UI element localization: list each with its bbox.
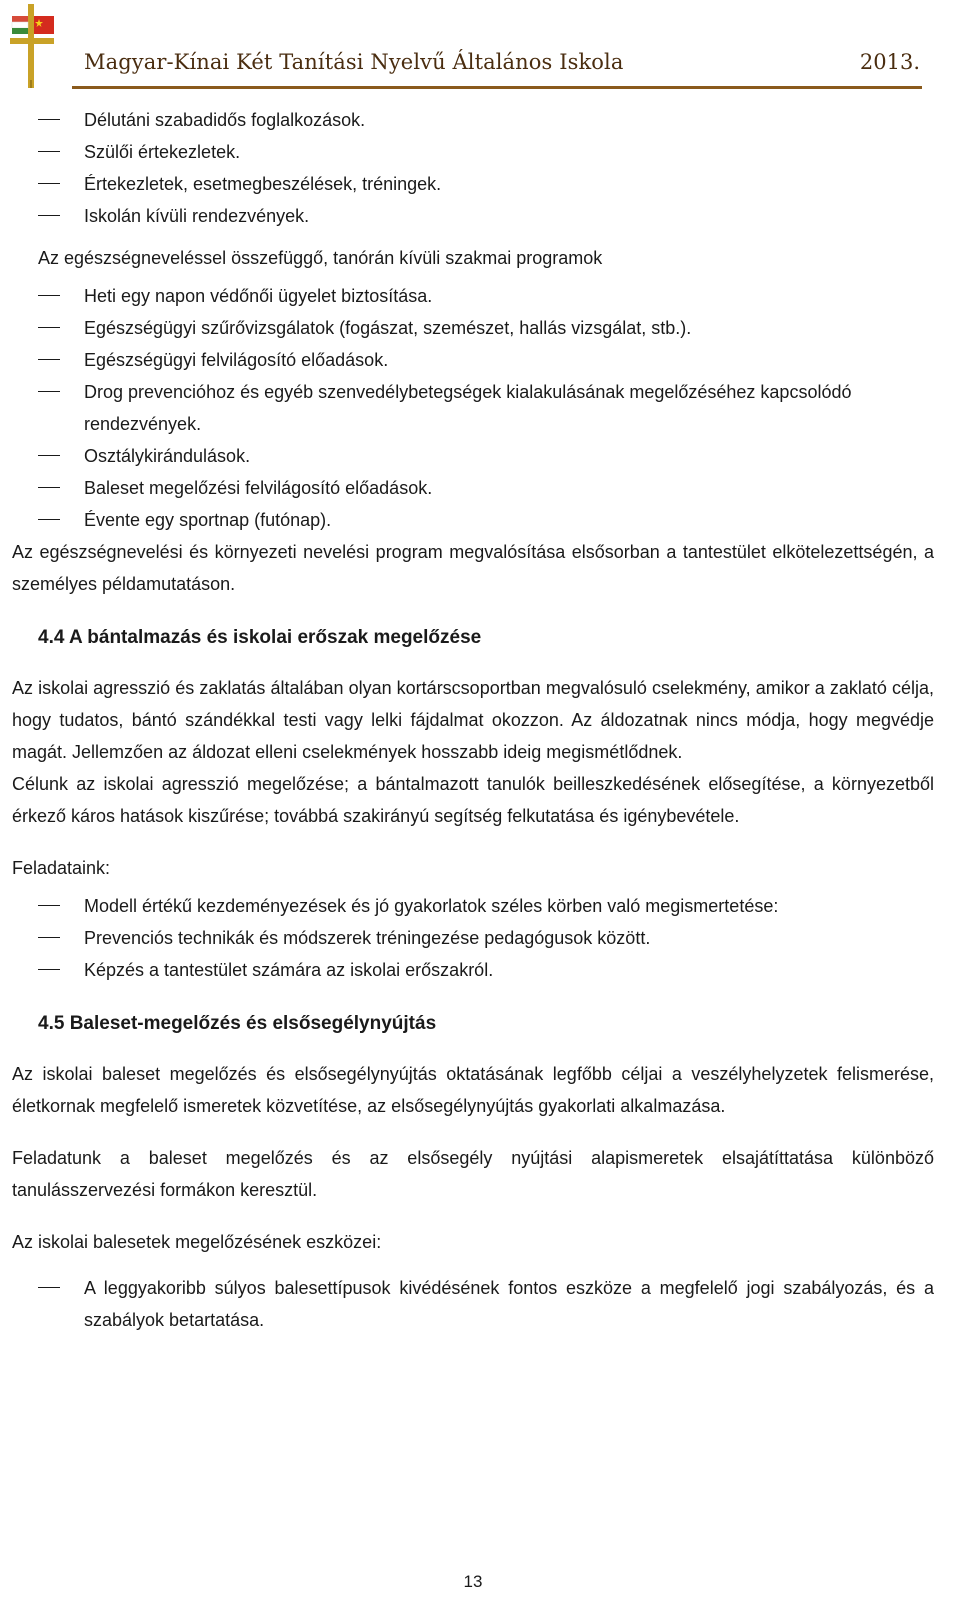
list-item: Délutáni szabadidős foglalkozások. [12, 104, 934, 136]
section-heading-4-5: 4.5 Baleset-megelőzés és elsősegélynyújtás [38, 1013, 437, 1034]
tasks-label: Feladataink: [12, 858, 111, 878]
dash-bullet-icon [38, 295, 60, 296]
page-number: 13 [463, 1572, 483, 1591]
list-item: Egészségügyi felvilágosító előadások. [12, 344, 934, 376]
dash-bullet-icon [38, 119, 60, 120]
dash-bullet-icon [38, 183, 60, 184]
list-item: Egészségügyi szűrővizsgálatok (fogászat, szemészet, hallás vizsgálat, stb.). [12, 312, 934, 344]
list-item: Modell értékű kezdeményezések és jó gyakorlatok széles körben való megismertetése: [12, 890, 934, 922]
dash-bullet-icon [38, 1287, 60, 1288]
paragraph: Célunk az iskolai agresszió megelőzése; a bántalmazott tanulók beilleszkedésének elősegítése, a környezetből érkező káros hatások kiszűrése; továbbá szakirányú segítség felkutatása és igénybevétele. [12, 774, 934, 826]
list-item: Drog prevencióhoz és egyéb szenvedélybetegségek kialakulásának megelőzéséhez kapcsolódó rendezvények. [12, 376, 934, 440]
dash-bullet-icon [38, 359, 60, 360]
page-content [12, 104, 934, 1336]
dash-bullet-icon [38, 391, 60, 392]
paragraph: Az iskolai agresszió és zaklatás általában olyan kortárscsoportban megvalósuló cselekmény, amikor a zaklató célja, hogy tudatos, bántó szándékkal testi vagy lelki fájdalmat okozzon. Az áldozatnak nincs módja, hogy megvédje magát. Jellemzően az áldozat elleni cselekmények hosszabb ideig megismétlődnek. [12, 678, 934, 762]
list-item: A leggyakoribb súlyos balesettípusok kivédésének fontos eszköze a megfelelő jogi szabályozás, és a szabályok betartatása. [12, 1272, 934, 1336]
programs-list [12, 280, 934, 536]
list-item: Értekezletek, esetmegbeszélések, tréningek. [12, 168, 934, 200]
dash-bullet-icon [38, 487, 60, 488]
dash-bullet-icon [38, 905, 60, 906]
page-header [0, 0, 960, 92]
dash-bullet-icon [38, 969, 60, 970]
dash-bullet-icon [38, 937, 60, 938]
tasks-list [12, 890, 934, 986]
dash-bullet-icon [38, 327, 60, 328]
dash-bullet-icon [38, 151, 60, 152]
dash-bullet-icon [38, 215, 60, 216]
list-item: Iskolán kívüli rendezvények. [12, 200, 934, 232]
list-item: Szülői értekezletek. [12, 136, 934, 168]
paragraph: Az iskolai balesetek megelőzésének eszközei: [12, 1232, 382, 1252]
dash-bullet-icon [38, 519, 60, 520]
list-item: Osztálykirándulások. [12, 440, 934, 472]
paragraph: Feladatunk a baleset megelőzés és az elsősegély nyújtási alapismeretek elsajátíttatása különböző tanulásszervezési formákon keresztül. [12, 1148, 934, 1200]
dash-bullet-icon [38, 455, 60, 456]
paragraph: Az iskolai baleset megelőzés és elsősegélynyújtás oktatásának legfőbb céljai a veszélyhelyzetek felismerése, életkornak megfelelő ismeretek közvetítése, az elsősegélynyújtás gyakorlati alkalmazása. [12, 1064, 934, 1116]
paragraph: Az egészségnevelési és környezeti nevelési program megvalósítása elsősorban a tantestület elkötelezettségén, a személyes példamutatáson. [12, 542, 934, 594]
list-item: Képzés a tantestület számára az iskolai erőszakról. [12, 954, 934, 986]
school-logo [6, 4, 62, 88]
list-item: Heti egy napon védőnői ügyelet biztosítása. [12, 280, 934, 312]
subheading-programs: Az egészségneveléssel összefüggő, tanórán kívüli szakmai programok [38, 248, 603, 268]
header-rule [72, 86, 922, 89]
tools-list [12, 1272, 934, 1336]
header-year: 2013. [859, 50, 920, 74]
list-item: Baleset megelőzési felvilágosító előadások. [12, 472, 934, 504]
section-heading-4-4: 4.4 A bántalmazás és iskolai erőszak megelőzése [38, 627, 482, 648]
list-item: Prevenciós technikák és módszerek tréningezése pedagógusok között. [12, 922, 934, 954]
list-item: Évente egy sportnap (futónap). [12, 504, 934, 536]
header-title: Magyar-Kínai Két Tanítási Nyelvű Általános Iskola [84, 50, 624, 74]
activities-list [12, 104, 934, 232]
